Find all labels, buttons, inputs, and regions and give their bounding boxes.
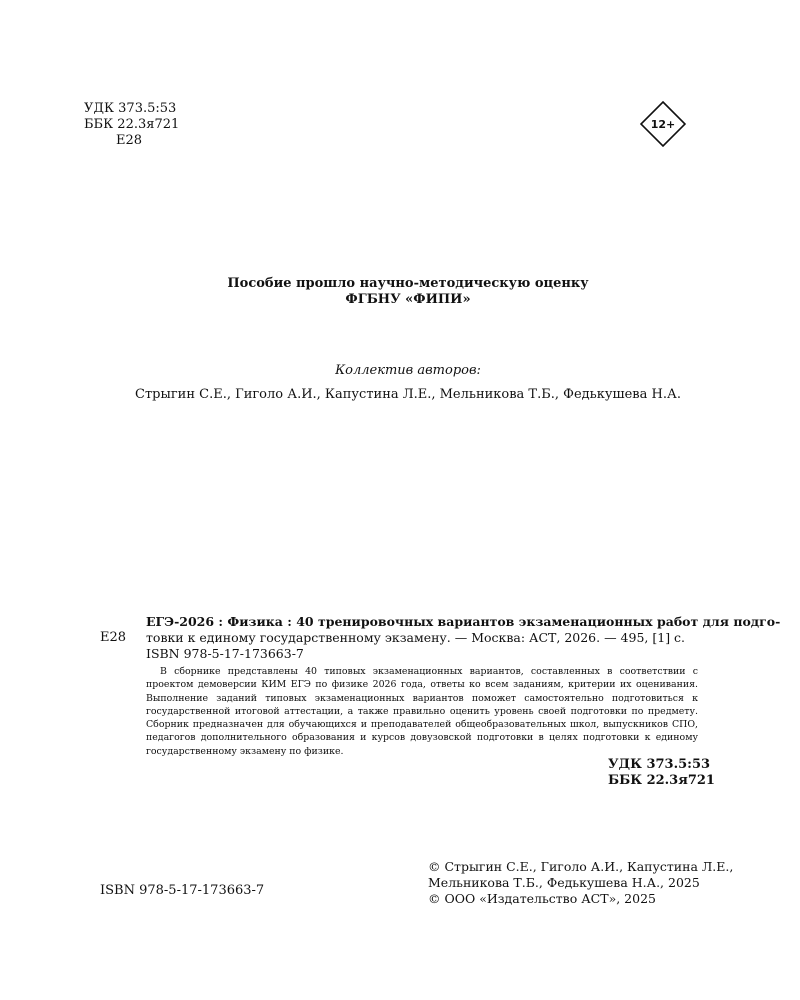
isbn-bottom: ISBN 978-5-17-173663-7 <box>100 883 265 898</box>
authors-list: Стрыгин С.Е., Гиголо А.И., Капустина Л.Е., Мельникова Т.Б., Федькушева Н.А. <box>135 387 681 402</box>
age-rating-text: 12+ <box>650 118 676 131</box>
bibliographic-record <box>146 614 781 662</box>
approval-line-1: Пособие прошло научно-методическую оценку <box>227 276 589 291</box>
bbk-code: ББК 22.3я721 <box>84 117 180 132</box>
udk-code: УДК 373.5:53 <box>84 101 177 116</box>
udk-code-bottom: УДК 373.5:53 <box>608 757 711 772</box>
copyright-line-3: © ООО «Издательство АСТ», 2025 <box>428 891 656 906</box>
bib-isbn: ISBN 978-5-17-173663-7 <box>146 646 304 661</box>
approval-line-2: ФГБНУ «ФИПИ» <box>345 292 471 307</box>
author-mark: Е28 <box>116 133 143 148</box>
age-rating-badge <box>640 101 686 147</box>
copyright-block <box>428 859 733 907</box>
annotation-text <box>146 665 698 758</box>
authors-label: Коллектив авторов: <box>335 363 481 378</box>
approval-note <box>0 276 800 308</box>
classification-bottom <box>608 757 715 789</box>
diamond-icon <box>640 101 686 147</box>
annotation-body: В сборнике представлены 40 типовых экзаменационных вариантов, составленных в соответствии с проектом демоверсии КИМ ЕГЭ по физике 2026 года, ответы ко всем заданиям, критерии их оценивания. Выполнение заданий типовых экзаменационных вариантов поможет самостоятельно подготовиться к государственной итоговой аттестации, а также правильно оценить уровень своей подготовки по предмету. Сборник предназначен для обучающихся и преподавателей общеобразовательных школ, выпускников СПО, педагогов дополнительного образования и курсов довузовской подготовки в целях подготовки к единому государственному экзамену по физике. <box>146 666 698 757</box>
bib-title: ЕГЭ-2026 : Физика : 40 тренировочных вариантов экзаменационных работ для подго- <box>146 614 781 629</box>
bib-line-2: товки к единому государственному экзамену. — Москва: АСТ, 2026. — 495, [1] с. <box>146 630 686 645</box>
bbk-code-bottom: ББК 22.3я721 <box>608 773 715 788</box>
copyright-line-1: © Стрыгин С.Е., Гиголо А.И., Капустина Л.Е., <box>428 859 734 874</box>
copyright-line-2: Мельникова Т.Б., Федькушева Н.А., 2025 <box>428 875 700 890</box>
bib-author-mark: Е28 <box>100 630 127 645</box>
